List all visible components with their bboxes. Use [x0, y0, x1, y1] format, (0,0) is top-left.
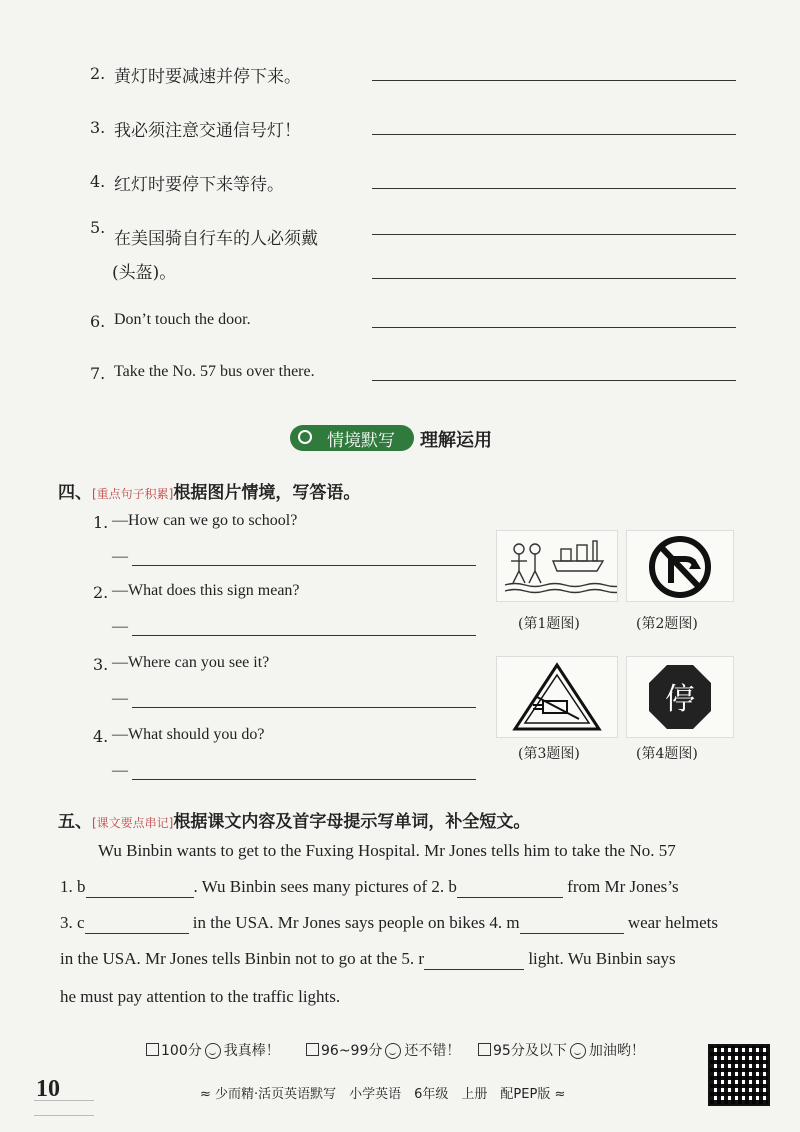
- passage-line-2: [60, 876, 679, 898]
- answer-line[interactable]: [372, 380, 736, 381]
- item-number: 4.: [90, 172, 106, 191]
- question-text: —What does this sign mean?: [112, 582, 300, 599]
- answer-dash: —: [112, 690, 128, 707]
- passage-line-3: [60, 912, 718, 934]
- item-number: 7.: [90, 364, 106, 383]
- answer-line[interactable]: [372, 134, 736, 135]
- passage-text: in the USA. Mr Jones tells Binbin not to go at the 5. r: [60, 949, 425, 968]
- blank-hint: 3. c: [60, 913, 85, 932]
- passage-text: light. Wu Binbin says: [528, 949, 676, 968]
- answer-line[interactable]: [132, 565, 476, 566]
- page-number: 10: [36, 1076, 60, 1102]
- passage-text: wear helmets: [627, 913, 718, 932]
- passage-line-1: Wu Binbin wants to get to the Fuxing Hospital. Mr Jones tells him to take the No. 57: [98, 841, 676, 860]
- score-comment: 我真棒！: [223, 1043, 280, 1059]
- question-text: —What should you do?: [112, 726, 265, 743]
- score-label: 95分及以下: [493, 1043, 567, 1059]
- answer-line[interactable]: [132, 635, 476, 636]
- question-text: —Where can you see it?: [112, 654, 270, 671]
- blank-hint: 1. b: [60, 877, 86, 896]
- question-number: 4.: [93, 727, 109, 746]
- score-label: 96~99分: [321, 1043, 383, 1059]
- smiley-face-icon: [385, 1043, 401, 1059]
- score-option-100[interactable]: [146, 1040, 280, 1060]
- section-tag: [重点句子积累]: [92, 487, 174, 501]
- blank-2[interactable]: [457, 879, 563, 898]
- item-text: 我必须注意交通信号灯！: [114, 121, 301, 141]
- passage-text: . Wu Binbin sees many pictures of 2. b: [193, 877, 457, 896]
- checkbox-icon[interactable]: [478, 1043, 491, 1056]
- checkbox-icon[interactable]: [306, 1043, 319, 1056]
- item-text: 红灯时要停下来等待。: [114, 175, 284, 195]
- passage-line-5: he must pay attention to the traffic lights.: [60, 987, 341, 1006]
- item-number: 2.: [90, 64, 106, 83]
- qr-code-icon: [708, 1044, 770, 1106]
- picture-2: [626, 530, 734, 602]
- kids-ship-illustration: [497, 531, 617, 601]
- picture-caption: (第2题图): [636, 616, 698, 632]
- answer-dash: —: [112, 762, 128, 779]
- blank-5[interactable]: [424, 951, 524, 970]
- question-number: 3.: [93, 655, 109, 674]
- checkbox-icon[interactable]: [146, 1043, 159, 1056]
- answer-line[interactable]: [132, 779, 476, 780]
- item-number: 3.: [90, 118, 106, 137]
- stop-sign-icon: [627, 657, 733, 737]
- section-number: 四、: [58, 483, 92, 503]
- score-option-95-below[interactable]: [478, 1040, 645, 1060]
- section-number: 五、: [58, 812, 92, 832]
- section5-heading: [58, 807, 530, 832]
- blank-1[interactable]: [86, 879, 194, 898]
- passage-text: in the USA. Mr Jones says people on bikes 4. m: [192, 913, 520, 932]
- section-instruction: 根据图片情境，写答语。: [173, 483, 361, 503]
- answer-line[interactable]: [372, 80, 736, 81]
- passage-text: from Mr Jones’s: [567, 877, 679, 896]
- score-comment: 加油哟！: [588, 1043, 645, 1059]
- banner-subtitle: 理解运用: [420, 430, 492, 451]
- score-option-96-99[interactable]: [306, 1040, 460, 1060]
- item-text: 在美国骑自行车的人必须戴: [114, 229, 318, 249]
- answer-dash: —: [112, 548, 128, 565]
- section4-heading: [58, 478, 360, 503]
- picture-3: [496, 656, 618, 738]
- banner-pill-label: 情境默写: [327, 430, 395, 451]
- picture-caption: (第1题图): [518, 616, 580, 632]
- answer-line[interactable]: [132, 707, 476, 708]
- question-number: 1.: [93, 513, 109, 532]
- blank-4[interactable]: [520, 915, 624, 934]
- wave-decoration-icon: [34, 1100, 94, 1116]
- medal-icon: [298, 430, 312, 444]
- answer-line[interactable]: [372, 188, 736, 189]
- item-text: Take the No. 57 bus over there.: [114, 363, 315, 380]
- question-text: —How can we go to school?: [112, 512, 298, 529]
- item-text-continued: (头盔)。: [112, 263, 177, 283]
- question-number: 2.: [93, 583, 109, 602]
- item-text: Don’t touch the door.: [114, 311, 251, 328]
- item-text: 黄灯时要减速并停下来。: [114, 67, 301, 87]
- picture-4: [626, 656, 734, 738]
- cheer-face-icon: [570, 1043, 586, 1059]
- section-tag: [课文要点串记]: [92, 816, 174, 830]
- passage-line-4: [60, 948, 676, 970]
- picture-caption: (第3题图): [518, 746, 580, 762]
- score-comment: 还不错！: [404, 1043, 461, 1059]
- answer-line[interactable]: [372, 327, 736, 328]
- smiley-face-icon: [205, 1043, 221, 1059]
- section-instruction: 根据课文内容及首字母提示写单词，补全短文。: [173, 812, 531, 832]
- item-number: 5.: [90, 218, 106, 237]
- answer-line[interactable]: [372, 278, 736, 279]
- blank-3[interactable]: [85, 915, 189, 934]
- section-banner-pill: [290, 425, 414, 451]
- picture-caption: (第4题图): [636, 746, 698, 762]
- picture-1: [496, 530, 618, 602]
- hand-warning-sign-icon: [497, 657, 617, 737]
- footer-text: ≈ 少而精·活页英语默写 小学英语 6年级 上册 配PEP版 ≈: [200, 1087, 566, 1102]
- answer-line[interactable]: [372, 234, 736, 235]
- no-right-turn-sign-icon: [627, 531, 733, 601]
- answer-dash: —: [112, 618, 128, 635]
- item-number: 6.: [90, 312, 106, 331]
- stop-sign-char: 停: [665, 682, 695, 717]
- score-label: 100分: [161, 1043, 202, 1059]
